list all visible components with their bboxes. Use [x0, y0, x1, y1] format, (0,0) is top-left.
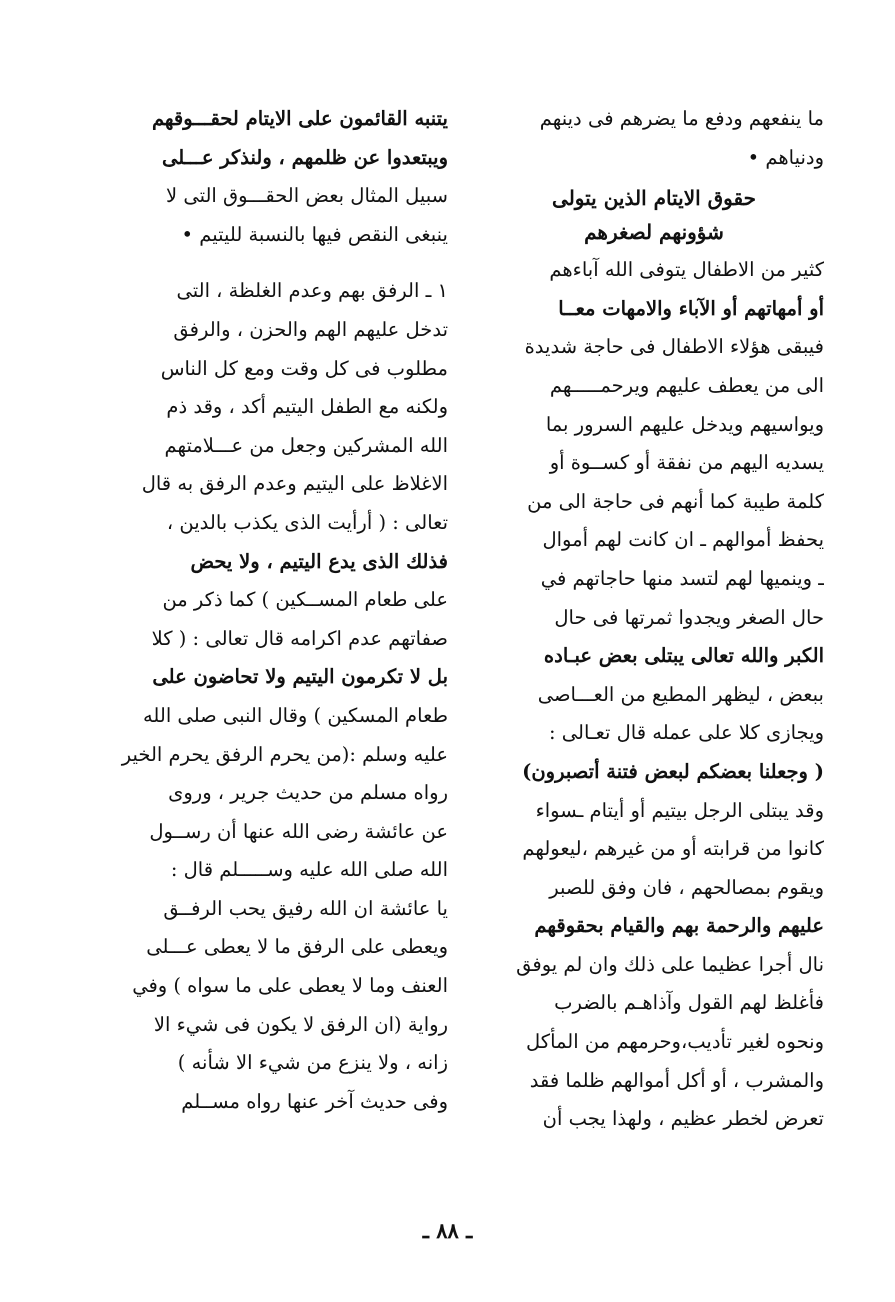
left-body-line-12: طعام المسكين ) وقال النبى صلى الله	[142, 703, 448, 727]
left-intro-line-4: ينبغى النقص فيها بالنسبة لليتيم •	[181, 222, 448, 246]
right-body-line-7: كلمة طيبة كما أنهم فى حاجة الى من	[527, 489, 824, 513]
right-body-line-15: وقد يبتلى الرجل بيتيم أو أيتام ـسواء	[535, 798, 824, 822]
left-body-line-18: ويعطى على الرفق ما لا يعطى عـــلى	[146, 935, 448, 959]
right-body-line-10: حال الصغر ويجدوا ثمرتها فى حال	[554, 605, 824, 629]
right-intro-line-2: ودنياهم •	[747, 145, 824, 169]
left-body-line-22: وفى حديث آخر عنها رواه مســلم	[181, 1089, 448, 1113]
right-body-line-9: ـ وينميها لهم لتسد منها حاجاتهم في	[540, 566, 824, 590]
right-body-line-14: ( وجعلنا بعضكم لبعض فتنة أتصبرون)	[522, 759, 824, 783]
left-body-line-5: الله المشركين وجعل من عـــلامتهم	[164, 433, 448, 457]
left-body-line-8: فذلك الذى يدع اليتيم ، ولا يحض	[190, 549, 448, 573]
left-body-line-6: الاغلاظ على اليتيم وعدم الرفق به قال	[141, 472, 448, 496]
right-body-line-16: كانوا من قرابته أو من غيرهم ،ليعولهم	[522, 837, 824, 861]
right-body-line-2: أو أمهاتهم أو الآباء والامهات معــا	[558, 296, 824, 320]
right-body-line-12: ببعض ، ليظهر المطيع من العـــاصى	[537, 682, 824, 706]
left-body-line-11: بل لا تكرمون اليتيم ولا تحاضون على	[152, 665, 448, 689]
right-body-line-8: يحفظ أموالهم ـ ان كانت لهم أموال	[542, 528, 824, 552]
right-body-line-21: ونحوه لغير تأديب،وحرمهم من المأكل	[526, 1030, 824, 1054]
right-column	[484, 100, 824, 1139]
page-number: ـ ٨٨ ـ	[422, 1218, 473, 1243]
left-body-line-13: عليه وسلم :(من يحرم الرفق يحرم الخير	[121, 742, 448, 766]
right-body-line-19: نال أجرا عظيما على ذلك وان لم يوفق	[516, 952, 824, 976]
left-body-line-7: تعالى : ( أرأيت الذى يكذب بالدين ،	[166, 510, 448, 534]
right-body-line-3: فيبقى هؤلاء الاطفال فى حاجة شديدة	[524, 335, 824, 359]
right-body-line-18: عليهم والرحمة بهم والقيام بحقوقهم	[534, 914, 824, 938]
left-body-line-17: يا عائشة ان الله رفيق يحب الرفــق	[163, 896, 448, 920]
left-body-line-16: الله صلى الله عليه وســـــلم قال :	[170, 858, 448, 882]
right-body-line-1: كثير من الاطفال يتوفى الله آباءهم	[549, 258, 824, 282]
left-body-line-1: ١ ـ الرفق بهم وعدم الغلظة ، التى	[176, 279, 448, 303]
right-body-line-6: يسديه اليهم من نفقة أو كســوة أو	[549, 451, 824, 475]
left-body-line-9: على طعام المســكين ) كما ذكر من	[162, 588, 448, 612]
left-body-line-10: صفاتهم عدم اكرامه قال تعالى : ( كلا	[151, 626, 448, 650]
right-body-line-20: فأغلظ لهم القول وآذاهـم بالضرب	[554, 991, 824, 1015]
right-body-line-22: والمشرب ، أو أكل أموالهم ظلما فقد	[529, 1068, 824, 1092]
left-body-line-20: رواية (ان الرفق لا يكون فى شيء الا	[153, 1012, 448, 1036]
right-body-line-5: ويواسيهم ويدخل عليهم السرور بما	[545, 412, 824, 436]
left-body-line-14: رواه مسلم من حديث جرير ، وروى	[168, 781, 448, 805]
right-body-line-17: ويقوم بمصالحهم ، فان وفق للصبر	[549, 875, 824, 899]
right-intro-line-1: ما ينفعهم ودفع ما يضرهم فى دينهم	[539, 107, 824, 130]
left-body-line-2: تدخل عليهم الهم والحزن ، والرفق	[173, 317, 448, 341]
left-body-line-3: مطلوب فى كل وقت ومع كل الناس	[160, 356, 448, 380]
section-heading-line-1: حقوق الايتام الذين يتولى	[552, 186, 756, 211]
right-body-line-13: ويجازى كلا على عمله قال تعـالى :	[548, 721, 824, 745]
right-body-line-4: الى من يعطف عليهم ويرحمـــــهم	[549, 373, 824, 397]
left-intro-line-1: يتنبه القائمون على الايتام لحقـــوقهم	[151, 107, 448, 130]
left-intro-line-2: ويبتعدوا عن ظلمهم ، ولنذكر عـــلى	[161, 145, 448, 169]
left-body-line-4: ولكنه مع الطفل اليتيم أكد ، وقد ذم	[166, 395, 448, 419]
left-body-line-21: زانه ، ولا ينزع من شيء الا شأنه )	[177, 1051, 448, 1075]
left-column	[108, 100, 448, 1121]
left-body-line-15: عن عائشة رضى الله عنها أن رســول	[149, 819, 448, 843]
right-body-line-11: الكبر والله تعالى يبتلى بعض عبـاده	[543, 644, 824, 668]
right-body-line-23: تعرض لخطر عظيم ، ولهذا يجب أن	[542, 1107, 824, 1131]
paragraph-gap	[108, 254, 448, 272]
left-body-line-19: العنف وما لا يعطى على ما سواه ) وفي	[132, 974, 448, 998]
left-intro-line-3: سبيل المثال بعض الحقـــوق التى لا	[166, 184, 448, 208]
section-heading-line-2: شؤونهم لصغرهم	[584, 220, 724, 245]
